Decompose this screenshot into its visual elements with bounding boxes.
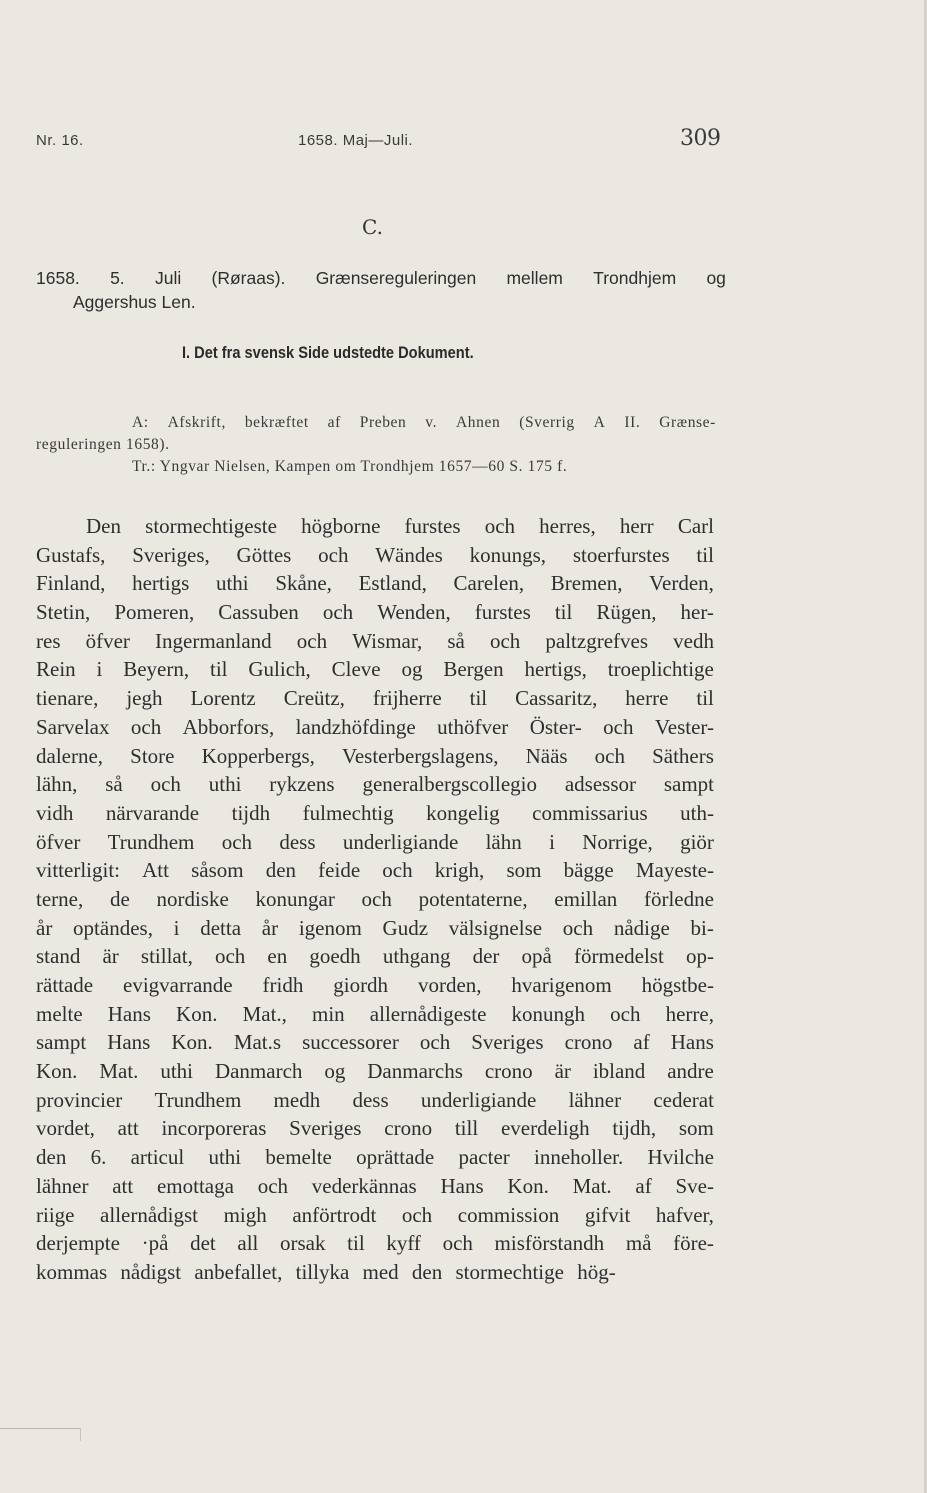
body-word: som — [678, 1116, 714, 1141]
body-word: Rein — [36, 657, 76, 682]
body-word: att — [117, 1116, 139, 1141]
body-word: til — [469, 686, 488, 711]
body-word: Store — [130, 743, 175, 768]
source-notes — [36, 412, 716, 478]
source-word: Grænse- — [659, 414, 716, 431]
body-word: Mat.s — [233, 1030, 282, 1055]
body-word: hafver, — [655, 1202, 714, 1227]
body-word: medh — [273, 1087, 321, 1112]
source-word: II. — [624, 414, 641, 431]
body-word: articul — [130, 1145, 185, 1170]
body-word: opå — [521, 944, 552, 969]
body-word: Cassuben — [218, 600, 299, 625]
source-word: Ahnen — [455, 414, 501, 431]
body-word: konungh — [511, 1001, 586, 1026]
body-word: Kon. — [507, 1173, 549, 1198]
body-word: Öster- — [529, 714, 582, 739]
body-word: migh — [223, 1202, 267, 1227]
body-word: såsom — [191, 858, 244, 883]
body-word: all — [237, 1231, 259, 1256]
body-line — [36, 828, 714, 857]
body-word: igenom — [298, 915, 362, 940]
source-word: A: — [132, 414, 149, 431]
body-word: Wändes — [375, 542, 443, 567]
body-word: hertigs, — [524, 657, 587, 682]
body-line — [36, 1000, 714, 1029]
body-word: paltzgrefves — [545, 628, 649, 653]
body-word: Sarvelax — [36, 714, 110, 739]
source-word: v. — [425, 414, 438, 431]
body-word: giordh — [333, 973, 389, 997]
body-line — [36, 713, 714, 742]
body-word: i — [549, 829, 555, 854]
body-word: andre — [667, 1059, 714, 1084]
body-word: Mayeste- — [635, 858, 714, 883]
body-word: jegh — [126, 686, 163, 711]
body-word: tijdh, — [612, 1116, 657, 1141]
body-word: underligiande — [342, 829, 459, 854]
source-line-2: reguleringen 1658). — [36, 436, 170, 453]
date-range: 1658. Maj—Juli. — [298, 132, 414, 149]
body-word: potentaterne, — [418, 886, 528, 911]
document-heading — [36, 266, 726, 314]
body-line — [36, 1114, 714, 1143]
body-word: och — [221, 829, 253, 854]
body-word: Att — [142, 858, 169, 883]
body-word: och — [214, 944, 246, 969]
body-word: Rügen, — [596, 600, 657, 625]
body-word: lähner — [568, 1087, 622, 1112]
body-word: uthi — [208, 772, 242, 797]
body-word: före- — [673, 1231, 714, 1256]
body-word: troeplichtige — [607, 657, 714, 682]
body-word: och — [603, 714, 634, 739]
body-word: hvarigenom — [511, 973, 612, 997]
body-word: Säthers — [652, 743, 714, 768]
body-line — [36, 914, 714, 943]
body-word: Göttes — [236, 542, 292, 567]
body-word: öfver — [85, 628, 130, 653]
body-word: res — [36, 628, 61, 653]
source-word: (Sverrig — [519, 414, 575, 431]
heading-word: Juli — [154, 268, 182, 288]
body-word: i — [96, 657, 103, 682]
body-word: konungar — [255, 886, 335, 911]
body-word: vorden, — [417, 973, 482, 997]
body-word: bi- — [690, 915, 714, 940]
body-word: Wismar, — [352, 628, 423, 653]
body-line — [36, 770, 714, 799]
body-word: frijherre — [372, 686, 442, 711]
body-word: år — [36, 915, 53, 940]
body-word: furstes — [474, 600, 531, 625]
body-word: lähn — [485, 829, 522, 854]
body-word: som — [506, 858, 542, 883]
body-word: furstes — [404, 514, 461, 538]
body-word: herr — [619, 514, 654, 538]
body-word: Cleve — [331, 657, 381, 682]
body-word: och — [382, 858, 413, 883]
body-word: crono — [564, 1030, 613, 1055]
page-corner-mark — [0, 1428, 81, 1441]
source-word: bekræftet — [244, 414, 309, 431]
body-word: och — [594, 743, 625, 768]
source-line-1 — [36, 412, 716, 434]
body-word: cederat — [653, 1087, 714, 1112]
body-word: Sve- — [675, 1173, 714, 1198]
body-line — [36, 1143, 714, 1172]
body-word: Stetin, — [36, 600, 91, 625]
body-word: misförstandh — [494, 1231, 605, 1256]
body-word: dess — [352, 1087, 389, 1112]
heading-word: og — [706, 268, 726, 288]
body-word: provincier — [36, 1087, 123, 1112]
body-word: tijdh — [231, 800, 271, 825]
body-word: vitterligit: — [36, 858, 120, 883]
body-word: och — [257, 1173, 289, 1198]
heading-word: 5. — [110, 268, 125, 288]
body-word: Bergen — [443, 657, 504, 682]
body-word: everdeligh — [500, 1116, 590, 1141]
body-word: dess — [279, 829, 316, 854]
body-word: gifvit — [584, 1202, 631, 1227]
body-word: Gustafs, — [36, 542, 106, 567]
body-word: och — [562, 915, 594, 940]
heading-word: Grænsereguleringen — [315, 268, 477, 288]
body-word: Carelen, — [453, 571, 525, 596]
body-word: melte — [36, 1001, 83, 1026]
body-word: bägge — [563, 858, 614, 883]
body-word: må — [625, 1231, 652, 1256]
body-word: och — [318, 542, 349, 567]
body-line — [36, 742, 714, 771]
body-word: konungs, — [469, 542, 547, 567]
body-word: fulmechtig — [302, 800, 394, 825]
body-word: Wenden, — [377, 600, 451, 625]
body-word: dalerne, — [36, 743, 104, 768]
body-word: generalbergscollegio — [362, 772, 537, 797]
body-word: Kon. — [171, 1030, 213, 1055]
body-word: högstbe- — [641, 973, 714, 997]
body-word: commission — [457, 1202, 560, 1227]
heading-word: mellem — [506, 268, 563, 288]
body-word: min — [312, 1001, 345, 1026]
body-line — [36, 885, 714, 914]
section-letter: C. — [362, 215, 383, 239]
body-word: Creütz, — [283, 686, 345, 711]
body-word: Kon. — [36, 1059, 78, 1084]
body-word: Sveriges — [289, 1116, 362, 1141]
body-word: rykzens — [269, 772, 335, 797]
body-word: herre — [625, 686, 669, 711]
body-word: de — [109, 886, 130, 911]
running-head — [36, 128, 726, 158]
body-word: Finland, — [36, 571, 106, 596]
body-word: högborne — [301, 514, 381, 538]
body-word: och — [296, 628, 328, 653]
source-word: af — [327, 414, 341, 431]
body-word: nordiske — [156, 886, 229, 911]
body-word: Carl — [677, 514, 714, 538]
body-word: Den — [86, 514, 121, 538]
body-line — [36, 1172, 714, 1201]
body-word: ·på — [141, 1231, 169, 1256]
body-word: Hans — [107, 1030, 151, 1055]
source-word: Afskrift, — [167, 414, 226, 431]
heading-word: (Røraas). — [211, 268, 286, 288]
body-word: så — [105, 772, 123, 797]
body-word: Nääs — [525, 743, 568, 768]
body-word: Bremen, — [550, 571, 623, 596]
body-word: i — [173, 915, 180, 940]
body-word: och — [401, 1202, 433, 1227]
body-word: fridh — [262, 973, 304, 997]
source-word: A — [593, 414, 606, 431]
body-word: sampt — [36, 1030, 87, 1055]
body-word: feide — [318, 858, 361, 883]
body-word: bemelte — [265, 1145, 332, 1170]
body-line — [36, 1201, 714, 1230]
body-word: tienare, — [36, 686, 99, 711]
body-word: Trundhem — [107, 829, 195, 854]
body-word: vordet, — [36, 1116, 95, 1141]
body-word: uthi — [215, 571, 249, 596]
body-line — [36, 856, 714, 885]
body-word: til — [554, 600, 573, 625]
body-word: Norrige, — [582, 829, 653, 854]
body-word: en — [267, 944, 288, 969]
body-word: den — [36, 1145, 67, 1170]
body-word: Kon. — [176, 1001, 218, 1026]
body-word: lähn, — [36, 772, 78, 797]
body-word: rättade — [36, 973, 94, 997]
body-word: Danmarch — [214, 1059, 303, 1084]
body-word: öfver — [36, 829, 81, 854]
body-word: den — [265, 858, 297, 883]
body-word: evigvarrande — [123, 973, 233, 997]
body-word: och — [130, 714, 162, 739]
body-word: inneholler. — [534, 1145, 624, 1170]
body-word: Mat. — [572, 1173, 612, 1198]
body-word: och — [484, 514, 516, 538]
body-word: herres, — [539, 514, 596, 538]
body-word: orsak — [280, 1231, 326, 1256]
body-word: Lorentz — [190, 686, 256, 711]
body-word: kyff — [386, 1231, 421, 1256]
body-word: hertigs — [132, 571, 190, 596]
body-word: kongelig — [426, 800, 500, 825]
body-word: närvarande — [105, 800, 200, 825]
body-line — [36, 541, 714, 570]
body-word: Hans — [440, 1173, 484, 1198]
body-word: stand — [36, 944, 81, 969]
heading-word: Trondhjem — [593, 268, 677, 288]
body-word: Pomeren, — [114, 600, 195, 625]
body-word: uthi — [208, 1145, 242, 1170]
subheading: I. Det fra svensk Side udstedte Dokument. — [182, 343, 474, 362]
body-word: och — [489, 628, 521, 653]
body-word: Estland, — [358, 571, 427, 596]
body-line — [36, 512, 714, 541]
body-word: stillat, — [140, 944, 193, 969]
body-word: terne, — [36, 886, 84, 911]
body-word: Hvilche — [647, 1145, 714, 1170]
body-word: vidh — [36, 800, 74, 825]
body-line — [36, 971, 714, 1000]
body-word: Skåne, — [275, 571, 332, 596]
body-word: och — [419, 1030, 451, 1055]
body-word: Gudz — [382, 915, 429, 940]
body-word: Sveriges, — [132, 542, 210, 567]
body-line: kommas nådigst anbefallet, tillyka med den stormechtige hög- — [36, 1259, 616, 1284]
body-word: är — [554, 1059, 571, 1084]
body-word: Abborfors, — [182, 714, 275, 739]
heading-line-1 — [36, 266, 726, 290]
body-word: välsignelse — [448, 915, 543, 940]
body-word: vedh — [673, 628, 714, 653]
body-word: adsessor — [564, 772, 636, 797]
body-word: der — [472, 944, 500, 969]
body-line — [36, 627, 714, 656]
body-word: oprättade — [356, 1145, 435, 1170]
body-line — [36, 569, 714, 598]
body-line — [36, 1028, 714, 1057]
body-word: uth- — [680, 800, 714, 825]
body-line — [36, 1086, 714, 1115]
body-word: og — [324, 1059, 346, 1084]
body-line — [36, 1057, 714, 1086]
heading-word: 1658. — [36, 268, 80, 288]
body-word: Mat. — [99, 1059, 139, 1084]
body-word: sampt — [663, 772, 714, 797]
body-word: 6. — [90, 1145, 107, 1170]
body-word: af — [635, 1173, 652, 1198]
body-word: til — [696, 542, 714, 567]
body-word: successorer — [302, 1030, 399, 1055]
body-word: allernådigst — [100, 1202, 199, 1227]
body-word: Beyern, — [123, 657, 190, 682]
body-word: Hans — [670, 1030, 714, 1055]
body-word: commissarius — [532, 800, 648, 825]
body-word: pacter — [458, 1145, 510, 1170]
body-word: optändes, — [73, 915, 153, 940]
body-word: emillan — [554, 886, 618, 911]
body-word: och — [322, 600, 354, 625]
body-word: herre, — [665, 1001, 714, 1026]
body-word: goedh — [309, 944, 361, 969]
body-line — [36, 1229, 714, 1258]
body-word: allernådigeste — [369, 1001, 487, 1026]
body-word: Vesterbergslagens, — [342, 743, 499, 768]
body-word: är — [102, 944, 119, 969]
body-word: emottaga — [156, 1173, 234, 1198]
body-word: derjempte — [36, 1231, 120, 1256]
body-word: nådige — [613, 915, 670, 940]
body-word: Danmarchs — [367, 1059, 463, 1084]
body-word: incorporeras — [161, 1116, 267, 1141]
body-word: vederkännas — [311, 1173, 417, 1198]
body-word: Verden, — [649, 571, 714, 596]
body-text — [36, 512, 714, 1287]
body-word: uthgang — [382, 944, 451, 969]
body-word: Kopperbergs, — [201, 743, 315, 768]
body-word: detta — [200, 915, 242, 940]
body-word: stoerfurstes — [572, 542, 670, 567]
body-word: uthi — [160, 1059, 194, 1084]
body-word: op- — [685, 944, 714, 969]
page-number: 309 — [680, 126, 721, 151]
body-word: förledne — [643, 886, 714, 911]
body-line — [36, 598, 714, 627]
body-word: till — [454, 1116, 479, 1141]
body-word: her- — [680, 600, 714, 625]
body-word: och — [610, 1001, 641, 1026]
body-word: giör — [680, 829, 714, 854]
body-word: til — [696, 686, 714, 711]
body-word: och — [442, 1231, 473, 1256]
body-line — [36, 799, 714, 828]
body-word: lähner — [36, 1173, 89, 1198]
body-word: och — [361, 886, 392, 911]
body-word: Vester- — [654, 714, 714, 739]
body-word: och — [150, 772, 181, 797]
body-word: crono — [484, 1059, 533, 1084]
body-line — [36, 684, 714, 713]
heading-line-2: Aggershus Len. — [73, 292, 196, 312]
body-word: riige — [36, 1202, 75, 1227]
body-word: til — [347, 1231, 365, 1256]
body-word: att — [112, 1173, 134, 1198]
source-line-3: Tr.: Yngvar Nielsen, Kampen om Trondhjem 1657—60 S. 175 f. — [132, 458, 568, 475]
body-word: Ingermanland — [155, 628, 272, 653]
body-word: förmedelst — [574, 944, 664, 969]
body-word: Mat., — [242, 1001, 287, 1026]
body-word: af — [633, 1030, 650, 1055]
body-word: underligiande — [420, 1087, 537, 1112]
body-word: Trundhem — [154, 1087, 242, 1112]
body-word: crono — [384, 1116, 433, 1141]
body-word: og — [401, 657, 423, 682]
body-line — [36, 942, 714, 971]
body-word: uthöfver — [437, 714, 509, 739]
body-word: ibland — [592, 1059, 646, 1084]
body-line — [36, 655, 714, 684]
body-word: Gulich, — [248, 657, 311, 682]
body-word: anförtrodt — [292, 1202, 377, 1227]
body-word: krigh, — [434, 858, 485, 883]
document-number: Nr. 16. — [36, 132, 84, 149]
body-word: landzhöfdinge — [295, 714, 416, 739]
body-word: det — [190, 1231, 216, 1256]
body-word: stormechtigeste — [145, 514, 277, 538]
source-word: Preben — [359, 414, 407, 431]
body-word: år — [261, 915, 279, 940]
body-word: så — [447, 628, 465, 653]
body-word: til — [210, 657, 228, 682]
body-word: Cassaritz, — [515, 686, 598, 711]
body-word: Hans — [107, 1001, 151, 1026]
body-word: Sveriges — [471, 1030, 544, 1055]
